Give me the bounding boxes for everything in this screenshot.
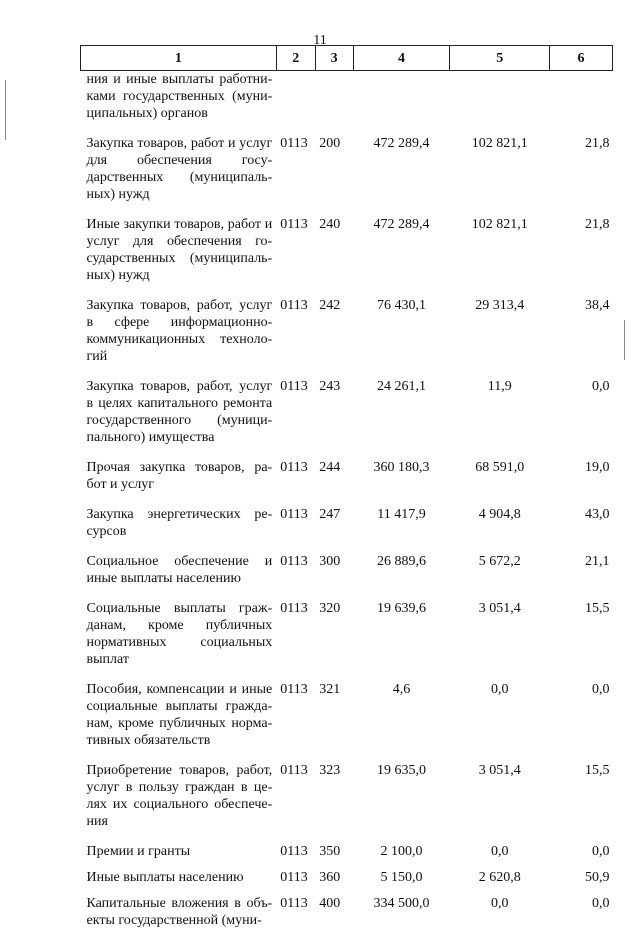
row-type-code [315, 71, 353, 135]
row-section-code: 0113 [280, 763, 308, 778]
row-section-code: 0113 [280, 844, 308, 859]
table-row [81, 134, 613, 215]
row-plan-value: 472 289,4 [373, 136, 430, 151]
row-section-code: 0113 [280, 896, 308, 911]
row-percent: 0,0 [592, 896, 610, 911]
row-fact-value: 102 821,1 [471, 217, 528, 232]
row-name: Иные закупки товаров, работ и услуг для обеспечения го-сударственных (муниципаль-ных) нужд [86, 217, 273, 283]
row-percent: 21,1 [585, 554, 610, 569]
row-percent: 43,0 [585, 507, 610, 522]
row-type-code: 244 [319, 460, 341, 475]
scan-mark [5, 80, 6, 140]
row-fact-value: 68 591,0 [475, 460, 525, 475]
table-row [81, 377, 613, 458]
row-percent: 15,5 [585, 763, 610, 778]
row-name: Иные выплаты населению [86, 870, 244, 885]
row-plan-value: 2 100,0 [380, 844, 423, 859]
row-fact-value: 102 821,1 [471, 136, 528, 151]
row-type-code: 320 [319, 601, 341, 616]
row-percent: 50,9 [585, 870, 610, 885]
row-section-code: 0113 [280, 601, 308, 616]
table-row [81, 894, 613, 929]
row-name: Закупка товаров, работ, услуг в сфере информационно-коммуникационных техноло-гий [86, 298, 273, 364]
row-fact-value: 29 313,4 [475, 298, 525, 313]
row-type-code: 360 [319, 870, 341, 885]
row-fact-value: 11,9 [487, 379, 512, 394]
row-section-code: 0113 [280, 379, 308, 394]
column-header-3: 3 [315, 46, 353, 71]
row-percent: 19,0 [585, 460, 610, 475]
table-row [81, 552, 613, 599]
row-percent: 15,5 [585, 601, 610, 616]
row-name: Социальные выплаты граж-данам, кроме публичных нормативных социальных выплат [86, 601, 273, 667]
table-row [81, 680, 613, 761]
page-number: 11 [313, 33, 327, 48]
row-percent: 0,0 [592, 379, 610, 394]
row-plan-value: 76 430,1 [377, 298, 426, 313]
row-section-code: 0113 [280, 136, 308, 151]
row-plan-value: 24 261,1 [377, 379, 426, 394]
table-row [81, 296, 613, 377]
row-section-code: 0113 [280, 298, 308, 313]
table-row [81, 842, 613, 868]
row-section-code: 0113 [280, 870, 308, 885]
table-row [81, 458, 613, 505]
row-type-code: 242 [319, 298, 341, 313]
table-row [81, 761, 613, 842]
row-type-code: 300 [319, 554, 341, 569]
table-row [81, 215, 613, 296]
row-percent: 21,8 [585, 136, 610, 151]
row-section-code: 0113 [280, 460, 308, 475]
row-percent [550, 71, 613, 135]
row-name: Прочая закупка товаров, ра-бот и услуг [86, 460, 273, 492]
row-type-code: 200 [319, 136, 341, 151]
row-type-code: 400 [319, 896, 341, 911]
row-name: Социальное обеспечение и иные выплаты населению [86, 554, 273, 586]
row-plan-value: 4,6 [392, 682, 411, 697]
row-fact-value: 0,0 [490, 682, 509, 697]
table-row [81, 868, 613, 894]
row-section-code: 0113 [280, 682, 308, 697]
row-fact-value: 0,0 [490, 896, 509, 911]
row-plan-value: 5 150,0 [380, 870, 423, 885]
row-percent: 0,0 [592, 844, 610, 859]
row-type-code: 243 [319, 379, 341, 394]
row-type-code: 323 [319, 763, 341, 778]
row-type-code: 321 [319, 682, 341, 697]
column-header-5: 5 [450, 46, 550, 71]
row-section-code: 0113 [280, 554, 308, 569]
row-plan-value: 26 889,6 [377, 554, 426, 569]
table-row [81, 71, 613, 135]
row-fact-value: 3 051,4 [478, 601, 521, 616]
table-row [81, 599, 613, 680]
row-section-code: 0113 [280, 217, 308, 232]
row-plan-value: 19 635,0 [377, 763, 426, 778]
row-fact-value: 3 051,4 [478, 763, 521, 778]
scan-mark [624, 320, 625, 360]
header-row [81, 46, 613, 71]
row-type-code: 350 [319, 844, 341, 859]
column-header-1: 1 [81, 46, 277, 71]
budget-table [80, 45, 613, 929]
column-header-6: 6 [550, 46, 613, 71]
row-name: ния и иные выплаты работни-ками государственных (муни-ципальных) органов [86, 72, 273, 121]
row-plan-value: 472 289,4 [373, 217, 430, 232]
row-plan-value: 19 639,6 [377, 601, 426, 616]
row-plan-value: 11 417,9 [377, 507, 426, 522]
row-name: Премии и гранты [86, 844, 191, 859]
row-name: Пособия, компенсации и иные социальные выплаты гражда-нам, кроме публичных норма-тивных обязательств [86, 682, 273, 748]
row-fact-value: 2 620,8 [478, 870, 521, 885]
row-section-code: 0113 [280, 507, 308, 522]
row-percent: 38,4 [585, 298, 610, 313]
row-fact-value: 4 904,8 [478, 507, 521, 522]
row-name: Закупка энергетических ре-сурсов [86, 507, 273, 539]
row-type-code: 240 [319, 217, 341, 232]
column-header-2: 2 [276, 46, 315, 71]
row-plan-value [353, 71, 450, 135]
row-type-code: 247 [319, 507, 341, 522]
row-fact-value: 5 672,2 [478, 554, 521, 569]
row-fact-value: 0,0 [490, 844, 509, 859]
row-fact-value [450, 71, 550, 135]
row-name: Закупка товаров, работ и услуг для обеспечения госу-дарственных (муниципаль-ных) нужд [86, 136, 273, 202]
row-name: Закупка товаров, работ, услуг в целях капитального ремонта государственного (муници-пального) имущества [86, 379, 273, 445]
row-plan-value: 334 500,0 [373, 896, 430, 911]
column-header-4: 4 [353, 46, 450, 71]
row-name: Приобретение товаров, работ, услуг в пользу граждан в це-лях их социального обеспече-ния [86, 763, 273, 829]
table-row [81, 505, 613, 552]
row-name: Капитальные вложения в объ-екты государственной (муни- [86, 896, 273, 928]
row-percent: 21,8 [585, 217, 610, 232]
row-percent: 0,0 [592, 682, 610, 697]
row-plan-value: 360 180,3 [373, 460, 430, 475]
row-section-code [276, 71, 315, 135]
